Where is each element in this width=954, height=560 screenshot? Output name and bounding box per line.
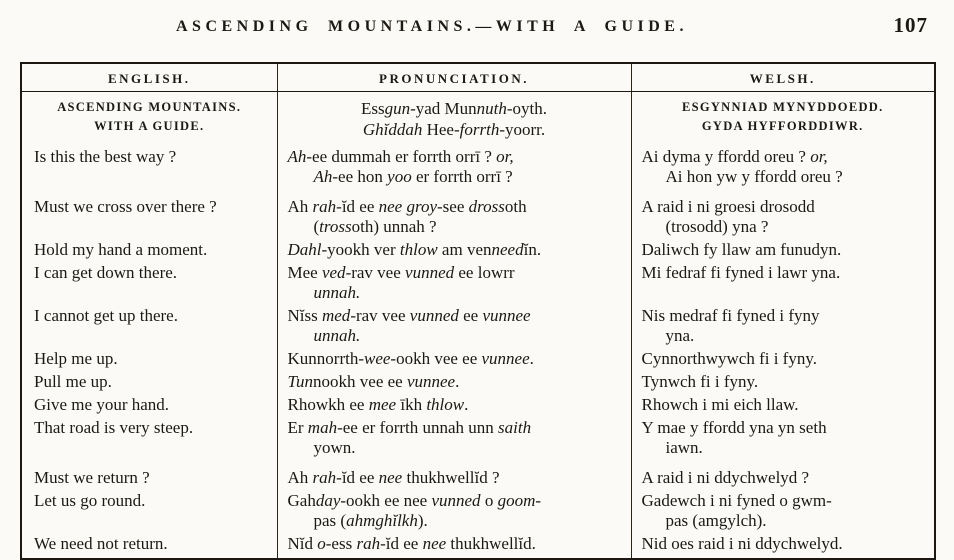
cell-pronunciation: Ah rah-ĭd ee nee groy-see drossoth (trossoth) unnah ?: [277, 188, 631, 238]
cell-english: I can get down there.: [34, 263, 178, 282]
running-head: ASCENDING MOUNTAINS.—WITH A GUIDE.: [176, 18, 688, 35]
section-title-welsh: ESGYNNIAD MYNYDDOEDD. GYDA HYFFORDDIWR.: [631, 92, 935, 143]
cell-english: Must we return ?: [34, 468, 150, 487]
cell-welsh: Gadewch i ni fyned o gwm- pas (amgylch).: [631, 489, 935, 532]
phrase-row: [21, 238, 935, 261]
section-title-english: ASCENDING MOUNTAINS. WITH A GUIDE.: [57, 100, 242, 133]
cell-english: Must we cross over there ?: [34, 197, 217, 216]
section-title-pronunciation: Essgun-yad Munnuth-oyth. Ghĭddah Hee-forrth-yoorr.: [277, 92, 631, 143]
phrase-row: [21, 489, 935, 532]
cell-pronunciation: Ah rah-ĭd ee nee thukhwellĭd ?: [277, 459, 631, 489]
column-header-row: [21, 63, 935, 92]
phrase-row: [21, 532, 935, 559]
phrase-row: [21, 142, 935, 188]
cell-pronunciation: Ah-ee dummah er forrth orrī ? or, Ah-ee hon yoo er forrth orrī ?: [277, 142, 631, 188]
cell-pronunciation: Kunnorrth-wee-ookh vee ee vunnee.: [277, 347, 631, 370]
phrase-row: [21, 459, 935, 489]
section-title-row: [21, 92, 935, 143]
cell-welsh: A raid i ni groesi drosodd (trosodd) yna ?: [631, 188, 935, 238]
cell-english: Let us go round.: [34, 491, 146, 510]
cell-english: Is this the best way ?: [34, 147, 177, 166]
column-header-welsh: WELSH.: [631, 63, 935, 92]
cell-welsh: Tynwch fi i fyny.: [631, 370, 935, 393]
cell-english: Hold my hand a moment.: [34, 240, 208, 259]
cell-welsh: Nid oes raid i ni ddychwelyd.: [631, 532, 935, 559]
page-number: 107: [893, 13, 928, 37]
cell-welsh: Y mae y ffordd yna yn seth iawn.: [631, 416, 935, 459]
phrase-row: [21, 304, 935, 347]
cell-pronunciation: Dahl-yookh ver thlow am venneedĭn.: [277, 238, 631, 261]
cell-english: That road is very steep.: [34, 418, 194, 437]
cell-pronunciation: Er mah-ee er forrth unnah unn saith yown.: [277, 416, 631, 459]
page-header: [0, 0, 954, 56]
cell-english: Help me up.: [34, 349, 118, 368]
phrase-row: [21, 393, 935, 416]
cell-english: Give me your hand.: [34, 395, 170, 414]
cell-english: I cannot get up there.: [34, 306, 178, 325]
phrase-row: [21, 370, 935, 393]
cell-pronunciation: Mee ved-rav vee vunned ee lowrr unnah.: [277, 261, 631, 304]
cell-pronunciation: Nĭd o-ess rah-ĭd ee nee thukhwellĭd.: [277, 532, 631, 559]
cell-pronunciation: Nĭss med-rav vee vunned ee vunnee unnah.: [277, 304, 631, 347]
cell-english: Pull me up.: [34, 372, 112, 391]
phrase-row: [21, 416, 935, 459]
cell-pronunciation: Gahday-ookh ee nee vunned o goom- pas (ahmghĭlkh).: [277, 489, 631, 532]
cell-welsh: Nis medraf fi fyned i fyny yna.: [631, 304, 935, 347]
cell-welsh: Cynnorthwywch fi i fyny.: [631, 347, 935, 370]
column-header-english: ENGLISH.: [21, 63, 277, 92]
cell-pronunciation: Rhowkh ee mee īkh thlow.: [277, 393, 631, 416]
phrase-table: [20, 62, 936, 560]
cell-welsh: Rhowch i mi eich llaw.: [631, 393, 935, 416]
column-header-pronunciation: PRONUNCIATION.: [277, 63, 631, 92]
phrase-row: [21, 261, 935, 304]
cell-welsh: Ai dyma y ffordd oreu ? or, Ai hon yw y ffordd oreu ?: [631, 142, 935, 188]
cell-english: We need not return.: [34, 534, 168, 553]
phrase-row: [21, 188, 935, 238]
cell-welsh: Mi fedraf fi fyned i lawr yna.: [631, 261, 935, 304]
cell-pronunciation: Tunnookh vee ee vunnee.: [277, 370, 631, 393]
cell-welsh: Daliwch fy llaw am funudyn.: [631, 238, 935, 261]
phrase-row: [21, 347, 935, 370]
cell-welsh: A raid i ni ddychwelyd ?: [631, 459, 935, 489]
